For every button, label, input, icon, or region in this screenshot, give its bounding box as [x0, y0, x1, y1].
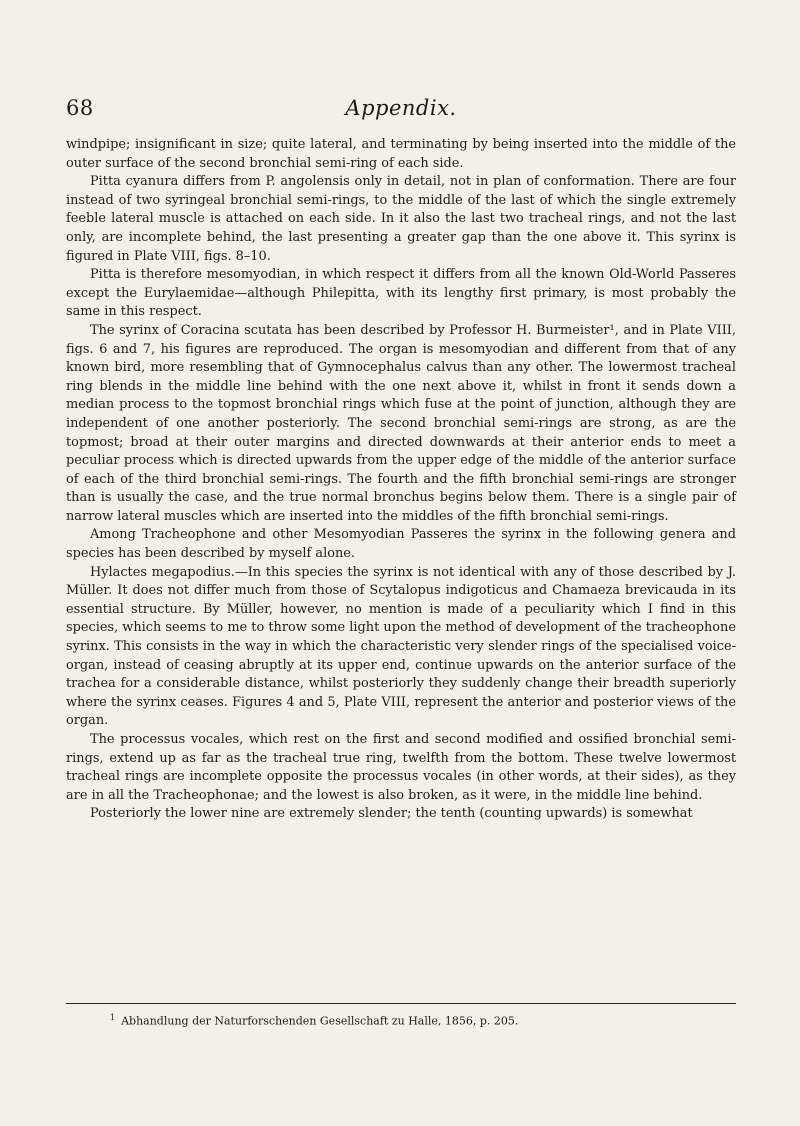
- paragraph: Posteriorly the lower nine are extremely slender; the tenth (counting upwards) is somewhat: [90, 806, 693, 822]
- footnote-text: Abhandlung der Naturforschenden Gesellschaft zu Halle, 1856, p. 205.: [121, 1014, 519, 1028]
- page-header: [66, 96, 736, 120]
- paragraph: The syrinx of Coracina scutata has been described by Professor H. Burmeister¹, and in Plate VIII, figs. 6 and 7, his figures are reproduced. The organ is mesomyodian and different from that of any known bird, more resembling that of Gymnocephalus calvus than any other. The lowermost tracheal ring blends in the middle line behind with the one next above it, whilst in front it sends down a median process to the topmost bronchial rings which fuse at the point of junction, although they are independent of one another posteriorly. The second bronchial semi-rings are strong, as are the topmost; broad at their outer margins and directed downwards at their anterior ends to meet a peculiar process which is directed upwards from the upper edge of the middle of the anterior surface of each of the third bronchial semi-rings. The fourth and the fifth bronchial semi-rings are stronger than is usually the case, and the true normal bronchus begins below them. There is a single pair of narrow lateral muscles which are inserted into the middles of the fifth bronchial semi-rings.: [66, 322, 736, 524]
- paragraph: The processus vocales, which rest on the first and second modified and ossified bronchial semi-rings, extend up as far as the tracheal true ring, twelfth from the bottom. These twelve lowermost tracheal rings are incomplete opposite the processus vocales (in other words, at their sides), as they are in all the Tracheophonae; and the lowest is also broken, as it were, in the middle line behind.: [66, 732, 736, 803]
- page-number: 68: [66, 96, 94, 120]
- paragraph: Pitta is therefore mesomyodian, in which respect it differs from all the known Old-World Passeres except the Eurylaemidae—although Philepitta, with its lengthy first primary, is most probably the same in this respect.: [66, 267, 736, 320]
- paragraph: Among Tracheophone and other Mesomyodian Passeres the syrinx in the following genera and species has been described by myself alone.: [66, 527, 736, 562]
- footnote-marker: 1: [110, 1013, 116, 1022]
- paragraph: windpipe; insignificant in size; quite lateral, and terminating by being inserted into the middle of the outer surface of the second bronchial semi-ring of each side.: [66, 137, 736, 171]
- body-text: [66, 136, 736, 824]
- footnote-divider: [66, 1003, 736, 1004]
- footnote: [110, 1011, 750, 1029]
- running-title: Appendix.: [345, 96, 457, 120]
- paragraph: Pitta cyanura differs from P. angolensis only in detail, not in plan of conformation. There are four instead of two syringeal bronchial semi-rings, to the middle of the last of which the single extremely feeble lateral muscle is attached on each side. In it also the last two tracheal rings, and not the last only, are incomplete behind, the last presenting a greater gap than the one above it. This syrinx is figured in Plate VIII, figs. 8–10.: [66, 174, 736, 264]
- paragraph: Hylactes megapodius.—In this species the syrinx is not identical with any of those described by J. Müller. It does not differ much from those of Scytalopus indigoticus and Chamaeza brevicauda in its essential structure. By Müller, however, no mention is made of a peculiarity which I find in this species, which seems to me to throw some light upon the method of development of the tracheophone syrinx. This consists in the way in which the characteristic very slender rings of the specialised voice-organ, instead of ceasing abruptly at its upper end, continue upwards on the anterior surface of the trachea for a considerable distance, whilst posteriorly they suddenly change their breadth superiorly where the syrinx ceases. Figures 4 and 5, Plate VIII, represent the anterior and posterior views of the organ.: [66, 564, 736, 729]
